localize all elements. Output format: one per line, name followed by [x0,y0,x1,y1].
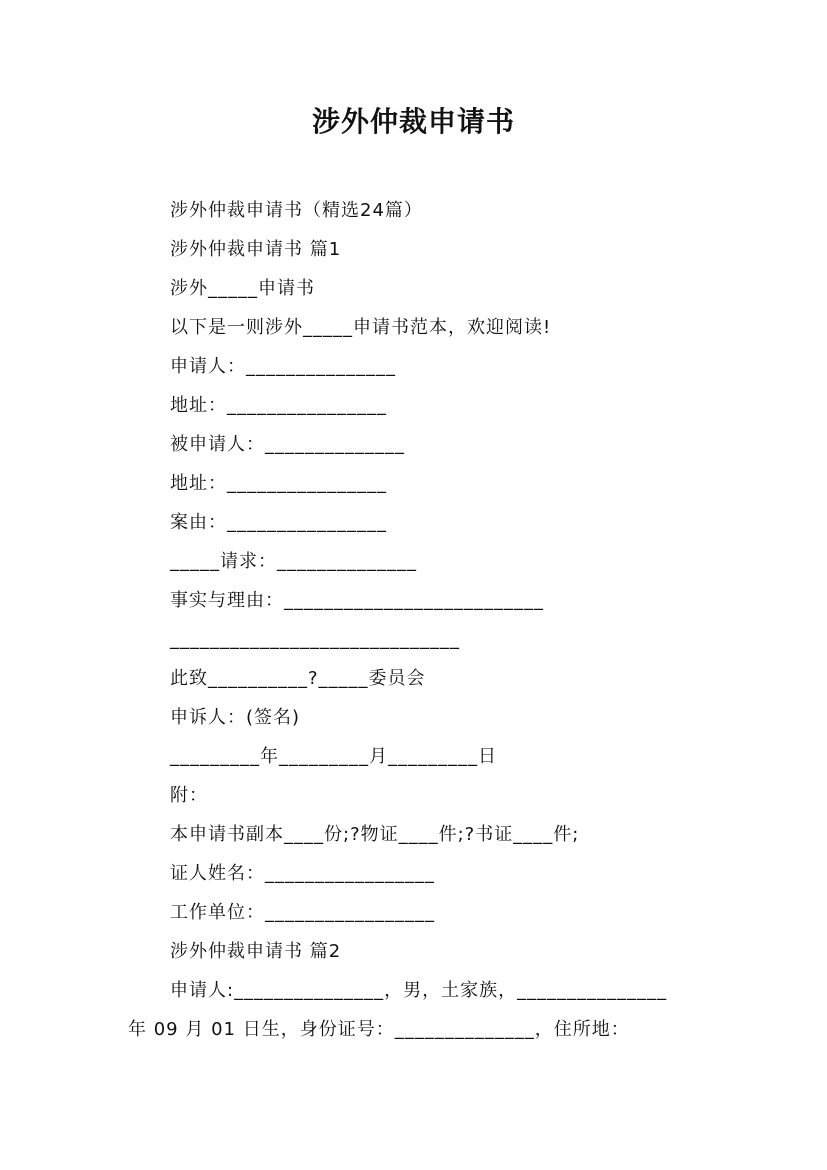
respondent-field: 被申请人：______________ [170,434,405,455]
blank-line: _____________________________ [170,629,460,650]
attachment-line: 本申请书副本____份;?物证____件;?书证____件; [170,824,580,845]
date-line: _________年_________月_________日 [170,746,497,767]
document-title: 涉外仲裁申请书 [311,105,515,138]
work-unit-field: 工作单位：_________________ [170,902,435,923]
attachment-heading: 附： [170,785,208,806]
address-field: 地址：________________ [170,395,387,416]
text-line: 涉外_____申请书 [170,278,315,299]
address-field: 地址：________________ [170,473,387,494]
request-field: _____请求：______________ [170,551,417,572]
applicant-detail-line: 申请人:_______________，男，土家族，_______________ [170,980,668,1001]
subtitle-line: 涉外仲裁申请书（精选24篇） [170,200,423,221]
case-cause-field: 案由：________________ [170,512,387,533]
signature-line: 申诉人：(签名) [170,707,301,728]
applicant-field: 申请人：_______________ [170,356,396,377]
addressee-line: 此致__________?_____委员会 [170,668,426,689]
applicant-detail-continuation: 年 09 月 01 日生，身份证号：______________，住所地： [128,1019,630,1040]
section-heading-2: 涉外仲裁申请书 篇2 [170,941,342,962]
text-line: 以下是一则涉外_____申请书范本，欢迎阅读! [170,317,552,338]
facts-reasons-field: 事实与理由：__________________________ [170,590,544,611]
section-heading-1: 涉外仲裁申请书 篇1 [170,239,342,260]
witness-name-field: 证人姓名：_________________ [170,863,435,884]
